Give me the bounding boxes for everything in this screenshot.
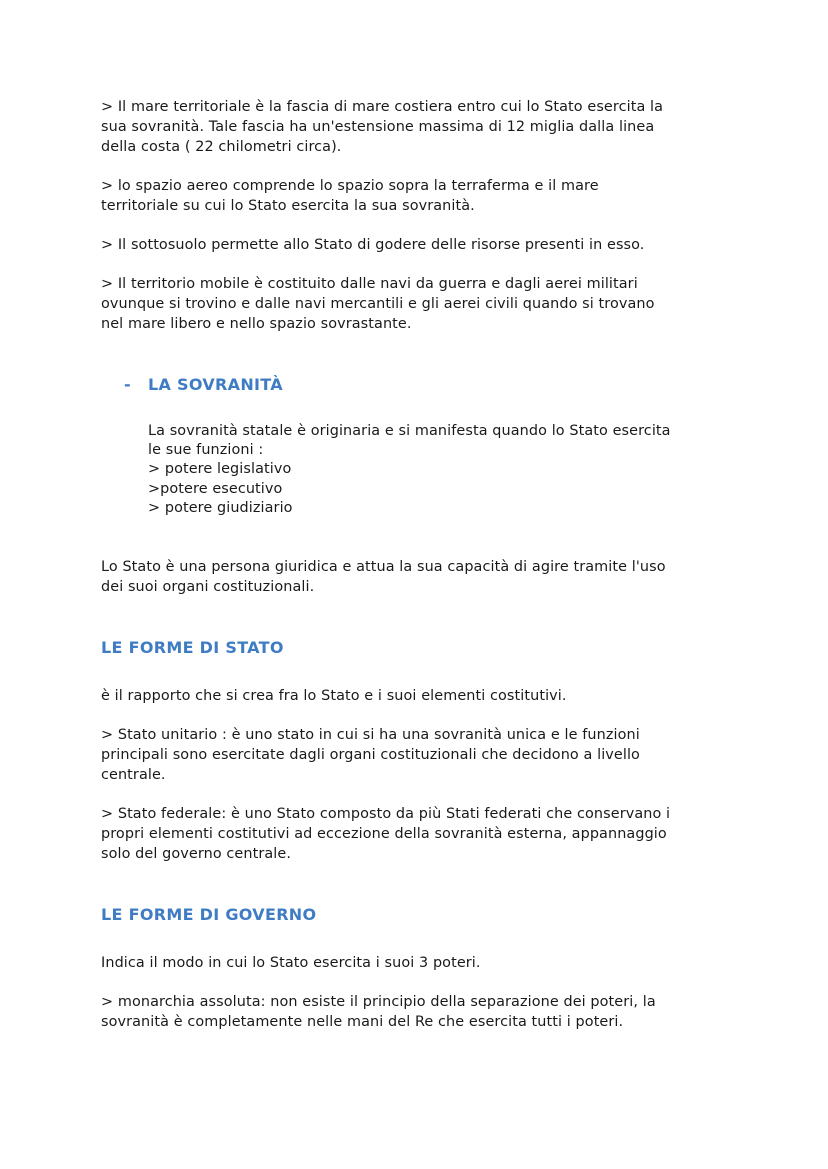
text-line: territoriale su cui lo Stato esercita la sua sovranità. [101,198,475,214]
text-line: nel mare libero e nello spazio sovrastante. [101,316,412,332]
text-line: Lo Stato è una persona giuridica e attua la sua capacità di agire tramite l'uso [101,559,666,575]
text-line: > Il territorio mobile è costituito dalle navi da guerra e dagli aerei militari [101,276,638,292]
text-line: La sovranità statale è originaria e si manifesta quando lo Stato esercita [148,423,671,439]
list-dash: - [124,375,131,394]
text-line: > potere giudiziario [148,500,293,516]
text-line: è il rapporto che si crea fra lo Stato e i suoi elementi costitutivi. [101,688,567,704]
text-line: > Il sottosuolo permette allo Stato di godere delle risorse presenti in esso. [101,237,645,253]
text-line: >potere esecutivo [148,481,283,497]
section-heading-forme-stato: LE FORME DI STATO [101,638,284,657]
text-line: > potere legislativo [148,461,292,477]
text-line: della costa ( 22 chilometri circa). [101,139,342,155]
section-heading-forme-governo: LE FORME DI GOVERNO [101,905,317,924]
text-line: > monarchia assoluta: non esiste il principio della separazione dei poteri, la [101,994,656,1010]
text-line: > Stato unitario : è uno stato in cui si ha una sovranità unica e le funzioni [101,727,640,743]
text-line: sua sovranità. Tale fascia ha un'estensione massima di 12 miglia dalla linea [101,119,655,135]
text-line: > Il mare territoriale è la fascia di mare costiera entro cui lo Stato esercita la [101,99,664,115]
text-line: Indica il modo in cui lo Stato esercita i suoi 3 poteri. [101,955,481,971]
text-line: sovranità è completamente nelle mani del Re che esercita tutti i poteri. [101,1014,624,1030]
text-line: ovunque si trovino e dalle navi mercantili e gli aerei civili quando si trovano [101,296,655,312]
text-line: solo del governo centrale. [101,846,292,862]
text-line: le sue funzioni : [148,442,264,458]
text-line: > Stato federale: è uno Stato composto da più Stati federati che conservano i [101,806,671,822]
text-line: principali sono esercitate dagli organi costituzionali che decidono a livello [101,747,640,763]
section-heading-sovranita: LA SOVRANITÀ [148,375,283,394]
text-line: dei suoi organi costituzionali. [101,579,315,595]
text-line: centrale. [101,767,166,783]
text-line: > lo spazio aereo comprende lo spazio sopra la terraferma e il mare [101,178,599,194]
text-line: propri elementi costitutivi ad eccezione della sovranità esterna, appannaggio [101,826,667,842]
